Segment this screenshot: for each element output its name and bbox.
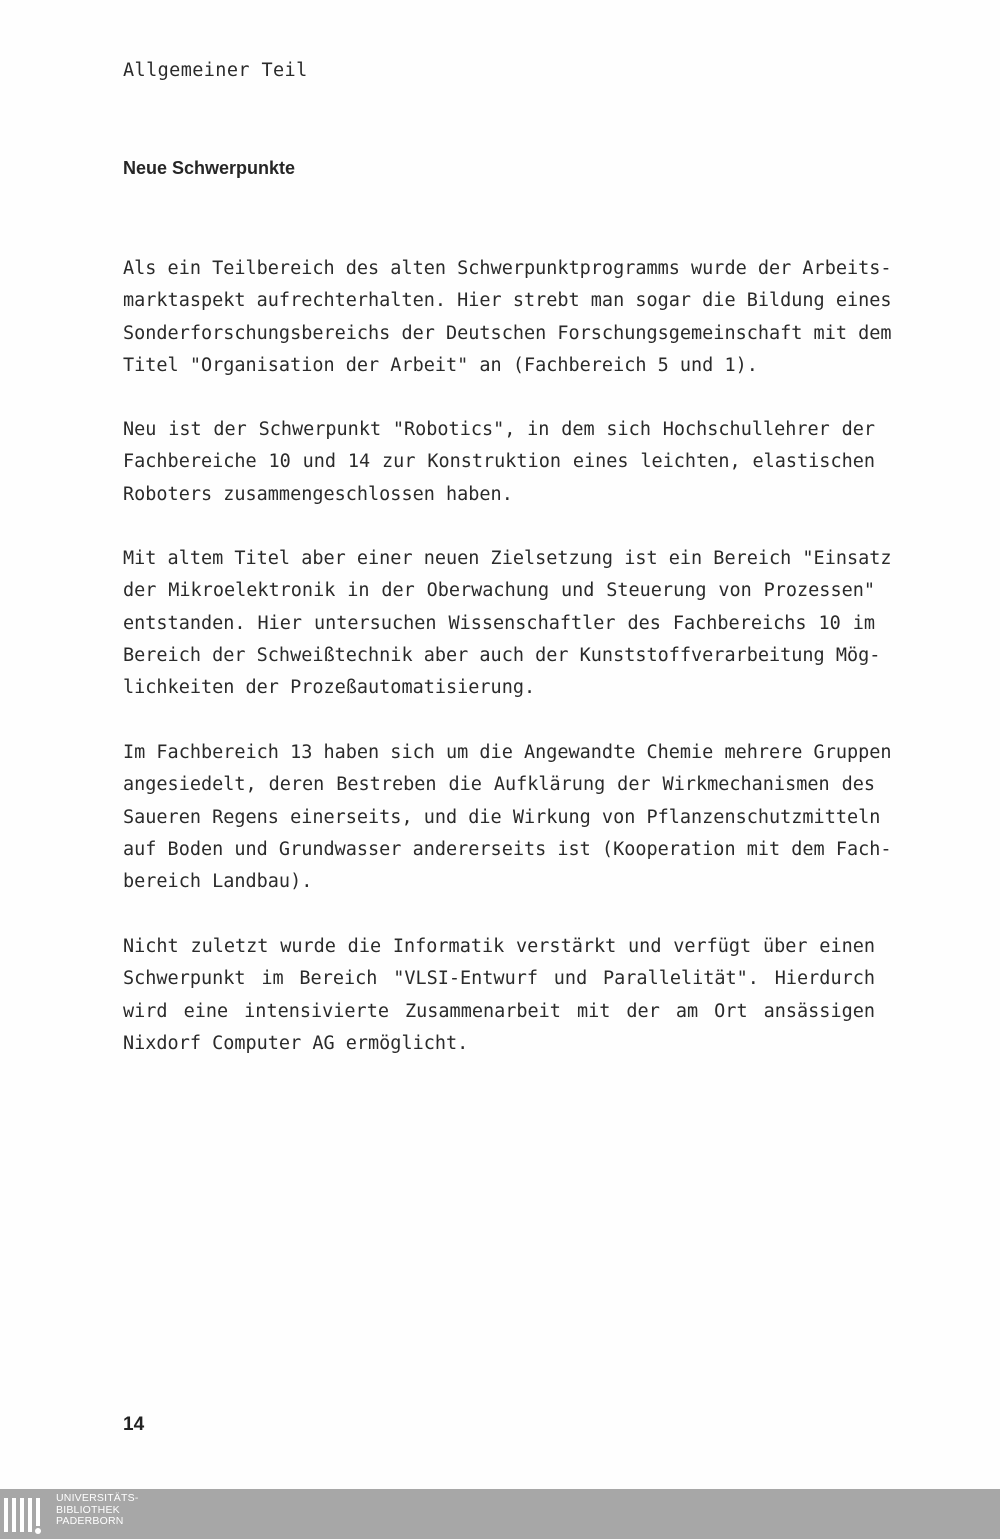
paragraph-line: bereich Landbau). — [123, 871, 313, 893]
library-logo-line: PADERBORN — [56, 1515, 124, 1527]
paragraph-1 — [123, 253, 892, 382]
library-footer-bar — [0, 1489, 1000, 1539]
paragraph-line: Titel "Organisation der Arbeit" an (Fachbereich 5 und 1). — [123, 354, 758, 376]
paragraph-line: marktaspekt aufrechterhalten. Hier strebt man sogar die Bildung eines — [123, 290, 892, 312]
paragraph-line: Roboters zusammengeschlossen haben. — [123, 483, 513, 505]
paragraph-line: Nixdorf Computer AG ermöglicht. — [123, 1032, 469, 1054]
paragraph-line: Saueren Regens einerseits, und die Wirkung von Pflanzenschutzmitteln — [123, 806, 881, 828]
paragraph-line: der Mikroelektronik in der Oberwachung und Steuerung von Prozessen" — [123, 580, 875, 602]
library-logo-line: BIBLIOTHEK — [56, 1503, 120, 1516]
paragraph-line: Schwerpunkt im Bereich "VLSI-Entwurf und Parallelität". Hierdurch — [123, 968, 875, 990]
running-header: Allgemeiner Teil — [123, 60, 308, 81]
paragraph-line: lichkeiten der Prozeßautomatisierung. — [123, 677, 536, 699]
paragraph-line: Im Fachbereich 13 haben sich um die Angewandte Chemie mehrere Gruppen — [123, 742, 892, 763]
paragraph-line: Fachbereiche 10 und 14 zur Konstruktion eines leichten, elastischen — [123, 451, 875, 473]
library-logo-icon — [2, 1494, 52, 1536]
paragraph-line: Als ein Teilbereich des alten Schwerpunktprogramms wurde der Arbeits- — [123, 258, 892, 279]
library-logo-text — [56, 1493, 139, 1528]
paragraph-2 — [123, 414, 875, 511]
paragraph-line: entstanden. Hier untersuchen Wissenschaftler des Fachbereichs 10 im — [123, 612, 875, 634]
paragraph-line: Sonderforschungsbereichs der Deutschen Forschungsgemeinschaft mit dem — [123, 322, 892, 344]
paragraph-line: Mit altem Titel aber einer neuen Zielsetzung ist ein Bereich "Einsatz — [123, 548, 892, 569]
paragraph-5 — [123, 931, 875, 1060]
paragraph-line: Nicht zuletzt wurde die Informatik verstärkt und verfügt über einen — [123, 936, 875, 957]
paragraph-3 — [123, 543, 892, 704]
paragraph-line: Neu ist der Schwerpunkt "Robotics", in dem sich Hochschullehrer der — [123, 419, 875, 440]
paragraph-line: angesiedelt, deren Bestreben die Aufklärung der Wirkmechanismen des — [123, 774, 875, 796]
paragraph-4 — [123, 737, 892, 898]
paragraph-line: auf Boden und Grundwasser andererseits ist (Kooperation mit dem Fach- — [123, 838, 892, 860]
page-number: 14 — [123, 1414, 145, 1435]
paragraph-line: Bereich der Schweißtechnik aber auch der Kunststoffverarbeitung Mög- — [123, 644, 881, 666]
library-logo-line: UNIVERSITÄTS- — [56, 1492, 139, 1504]
paragraph-line: wird eine intensivierte Zusammenarbeit mit der am Ort ansässigen — [123, 1000, 875, 1022]
section-title: Neue Schwerpunkte — [123, 158, 296, 178]
